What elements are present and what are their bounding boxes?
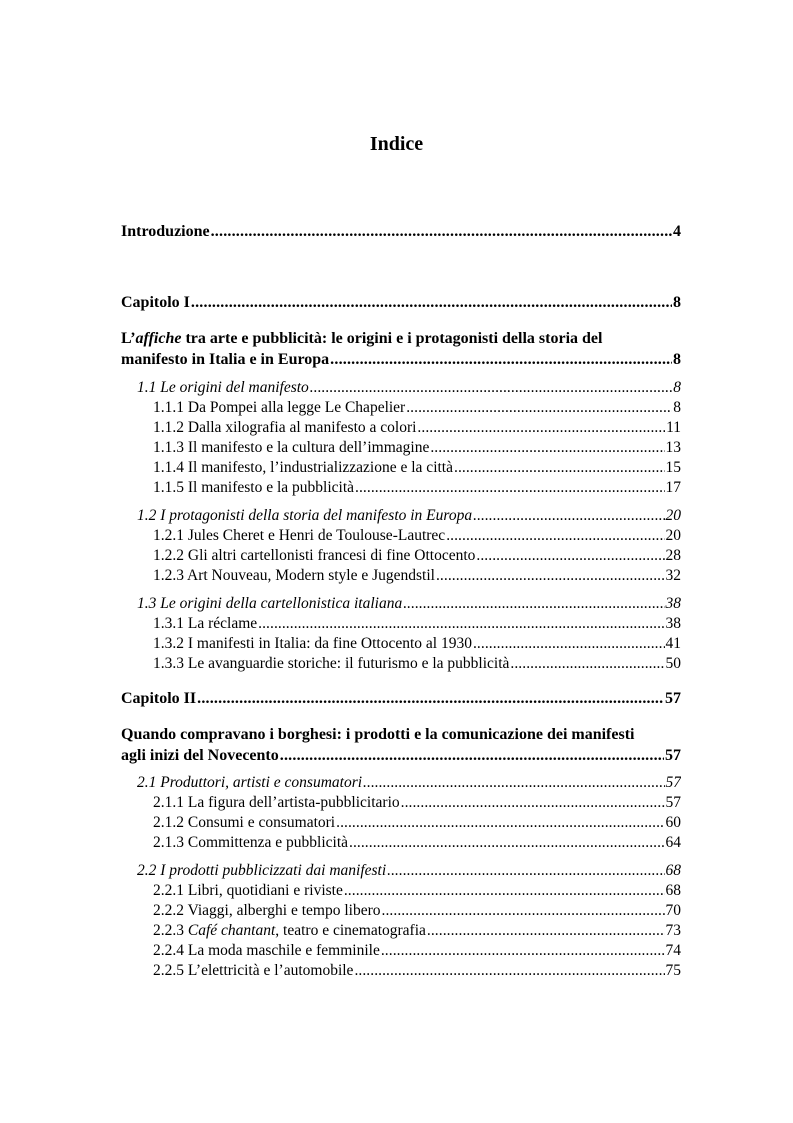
toc-subsection[interactable] bbox=[153, 398, 681, 418]
leader-dots bbox=[403, 594, 664, 614]
toc-page-number: 75 bbox=[665, 962, 681, 979]
toc-page-number: 8 bbox=[673, 399, 681, 416]
italic-term: affiche bbox=[135, 330, 182, 347]
leader-dots bbox=[446, 526, 664, 546]
leader-dots bbox=[354, 961, 664, 981]
toc-page-number: 50 bbox=[665, 655, 681, 672]
toc-label: 1.2.2 Gli altri cartellonisti francesi di fine Ottocento bbox=[153, 547, 476, 564]
toc-section-1-2[interactable] bbox=[137, 506, 681, 526]
toc-subsection[interactable] bbox=[153, 418, 681, 438]
toc-page-number: 32 bbox=[665, 567, 681, 584]
leader-dots bbox=[454, 458, 665, 478]
chapter-title-last-line bbox=[121, 349, 681, 370]
toc-label: 1.3.2 I manifesti in Italia: da fine Ottocento al 1930 bbox=[153, 635, 472, 652]
toc-subsection[interactable] bbox=[153, 634, 681, 654]
toc-label: manifesto in Italia e in Europa bbox=[121, 351, 330, 368]
toc-subsection[interactable] bbox=[153, 458, 681, 478]
leader-dots bbox=[344, 881, 665, 901]
toc-subsection[interactable] bbox=[153, 941, 681, 961]
chapter-title-line: Quando compravano i borghesi: i prodotti e la comunicazione dei manifesti bbox=[121, 726, 635, 743]
toc-subsection[interactable] bbox=[153, 526, 681, 546]
toc-label: 2.2.5 L’elettricità e l’automobile bbox=[153, 962, 354, 979]
leader-dots bbox=[510, 654, 664, 674]
text-segment: tra arte e pubblicità: le origini e i protagonisti della storia del bbox=[181, 330, 603, 347]
toc-page-number: 8 bbox=[673, 379, 681, 396]
toc-page-number: 57 bbox=[665, 774, 681, 791]
toc-page-number: 57 bbox=[665, 690, 681, 707]
text-segment: , teatro e cinematografia bbox=[275, 922, 426, 939]
toc-page-number: 57 bbox=[665, 794, 681, 811]
toc-label bbox=[153, 921, 426, 941]
leader-dots bbox=[401, 793, 665, 813]
toc-entry-chapter-2-title[interactable] bbox=[121, 724, 681, 766]
toc-label: 1.2 I protagonisti della storia del manifesto in Europa bbox=[137, 507, 473, 524]
leader-dots bbox=[430, 438, 664, 458]
toc-label: 1.1.4 Il manifesto, l’industrializzazione e la città bbox=[153, 459, 453, 476]
leader-dots bbox=[473, 506, 664, 526]
toc-label: agli inizi del Novecento bbox=[121, 747, 279, 764]
toc-page-number: 8 bbox=[673, 351, 681, 368]
toc-subsection[interactable] bbox=[153, 921, 681, 941]
toc-label: 2.2.2 Viaggi, alberghi e tempo libero bbox=[153, 902, 381, 919]
leader-dots bbox=[258, 614, 664, 634]
toc-label: Introduzione bbox=[121, 223, 210, 240]
text-segment: 2.2.3 bbox=[153, 922, 188, 939]
toc-label: 2.2.1 Libri, quotidiani e riviste bbox=[153, 882, 343, 899]
toc-subsection[interactable] bbox=[153, 881, 681, 901]
toc-page-number: 20 bbox=[665, 507, 681, 524]
leader-dots bbox=[381, 941, 665, 961]
toc-subsection[interactable] bbox=[153, 654, 681, 674]
toc-page-number: 68 bbox=[665, 862, 681, 879]
toc-label: 1.3.1 La réclame bbox=[153, 615, 258, 632]
toc-subsection[interactable] bbox=[153, 614, 681, 634]
toc-page-number: 64 bbox=[665, 834, 681, 851]
leader-dots bbox=[406, 398, 672, 418]
leader-dots bbox=[476, 546, 664, 566]
leader-dots bbox=[280, 745, 664, 766]
toc-subsection[interactable] bbox=[153, 438, 681, 458]
toc-entry-capitolo-2[interactable] bbox=[121, 689, 681, 709]
toc-label: 1.1.3 Il manifesto e la cultura dell’immagine bbox=[153, 439, 430, 456]
toc-page-number: 68 bbox=[665, 882, 681, 899]
toc-page-number: 28 bbox=[665, 547, 681, 564]
toc-page-number: 4 bbox=[673, 223, 681, 240]
toc-page-number: 11 bbox=[666, 419, 681, 436]
toc-page-number: 8 bbox=[673, 294, 681, 311]
toc-page-number: 70 bbox=[665, 902, 681, 919]
toc-page-number: 13 bbox=[665, 439, 681, 456]
text-segment: L’ bbox=[121, 330, 136, 347]
toc-page-number: 73 bbox=[665, 922, 681, 939]
toc-subsection[interactable] bbox=[153, 833, 681, 853]
toc-page-number: 41 bbox=[665, 635, 681, 652]
leader-dots bbox=[336, 813, 664, 833]
toc-label: 2.1 Produttori, artisti e consumatori bbox=[137, 774, 363, 791]
leader-dots bbox=[427, 921, 665, 941]
toc-label: 1.2.1 Jules Cheret e Henri de Toulouse-Lautrec bbox=[153, 527, 446, 544]
leader-dots bbox=[417, 418, 665, 438]
toc-page-number: 38 bbox=[665, 615, 681, 632]
leader-dots bbox=[355, 478, 664, 498]
leader-dots bbox=[191, 293, 672, 313]
leader-dots bbox=[436, 566, 665, 586]
toc-label: 1.1.5 Il manifesto e la pubblicità bbox=[153, 479, 355, 496]
toc-entry-capitolo-1[interactable] bbox=[121, 293, 681, 313]
toc-subsection[interactable] bbox=[153, 566, 681, 586]
toc-label: 1.1.1 Da Pompei alla legge Le Chapelier bbox=[153, 399, 406, 416]
toc-entry-introduzione[interactable] bbox=[121, 222, 681, 242]
page-title: Indice bbox=[369, 133, 424, 155]
toc-page-number: 20 bbox=[665, 527, 681, 544]
toc-page-number: 57 bbox=[665, 747, 681, 764]
leader-dots bbox=[382, 901, 665, 921]
leader-dots bbox=[310, 378, 672, 398]
toc-section-1-3[interactable] bbox=[137, 594, 681, 614]
chapter-title-last-line bbox=[121, 745, 681, 766]
toc-subsection[interactable] bbox=[153, 546, 681, 566]
italic-term: Café chantant bbox=[187, 922, 276, 939]
toc-label: 2.2 I prodotti pubblicizzati dai manifesti bbox=[137, 862, 387, 879]
toc-subsection[interactable] bbox=[153, 793, 681, 813]
toc-subsection[interactable] bbox=[153, 901, 681, 921]
toc-section-2-1[interactable] bbox=[137, 773, 681, 793]
toc-label: 2.1.2 Consumi e consumatori bbox=[153, 814, 336, 831]
toc-label: 2.1.3 Committenza e pubblicità bbox=[153, 834, 348, 851]
leader-dots bbox=[473, 634, 665, 654]
toc-page-number: 60 bbox=[665, 814, 681, 831]
toc-subsection[interactable] bbox=[153, 813, 681, 833]
toc-label: Capitolo II bbox=[121, 690, 197, 707]
leader-dots bbox=[387, 861, 664, 881]
toc-label: 2.2.4 La moda maschile e femminile bbox=[153, 942, 380, 959]
toc-label: 1.3 Le origini della cartellonistica italiana bbox=[137, 595, 403, 612]
chapter-title-line bbox=[121, 328, 681, 349]
toc-label: Capitolo I bbox=[121, 294, 190, 311]
leader-dots bbox=[349, 833, 665, 853]
leader-dots bbox=[211, 222, 672, 242]
toc-section-2-2[interactable] bbox=[137, 861, 681, 881]
toc-label: 1.1 Le origini del manifesto bbox=[137, 379, 309, 396]
toc-page-number: 17 bbox=[665, 479, 681, 496]
toc-label: 1.1.2 Dalla xilografia al manifesto a colori bbox=[153, 419, 417, 436]
toc-label: 2.1.1 La figura dell’artista-pubblicitario bbox=[153, 794, 400, 811]
leader-dots bbox=[363, 773, 664, 793]
leader-dots bbox=[330, 349, 672, 370]
leader-dots bbox=[197, 689, 664, 709]
toc-label: 1.3.3 Le avanguardie storiche: il futurismo e la pubblicità bbox=[153, 655, 510, 672]
toc-page-number: 15 bbox=[665, 459, 681, 476]
toc-subsection[interactable] bbox=[153, 961, 681, 981]
toc-page-number: 74 bbox=[665, 942, 681, 959]
toc-entry-chapter-1-title[interactable] bbox=[121, 328, 681, 370]
toc-subsection[interactable] bbox=[153, 478, 681, 498]
toc-page-number: 38 bbox=[665, 595, 681, 612]
toc-section-1-1[interactable] bbox=[137, 378, 681, 398]
toc-label: 1.2.3 Art Nouveau, Modern style e Jugendstil bbox=[153, 567, 435, 584]
